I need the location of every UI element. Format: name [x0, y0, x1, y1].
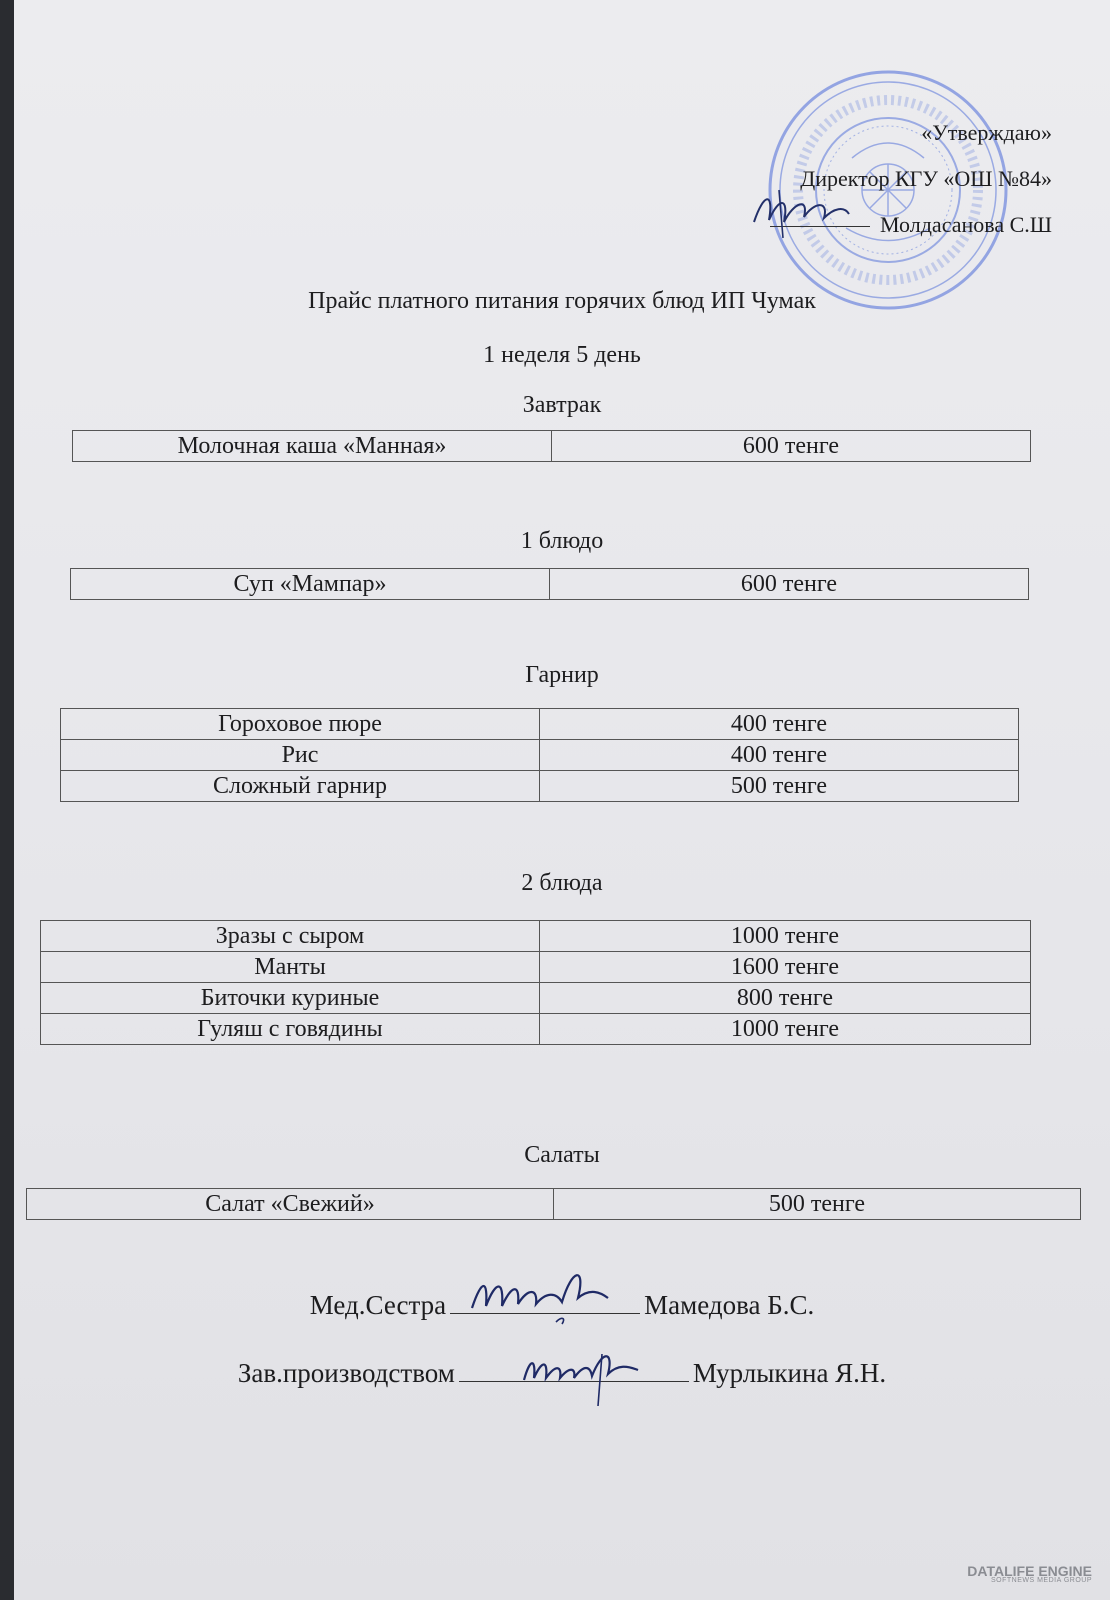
dish-name: Биточки куриные	[41, 983, 540, 1014]
dish-price: 800 тенге	[540, 983, 1031, 1014]
watermark-brand: DATALIFE ENGINE	[967, 1563, 1092, 1579]
dish-price: 1000 тенге	[540, 921, 1031, 952]
table-row	[71, 569, 1029, 600]
document-page	[14, 0, 1110, 1600]
dish-price: 1000 тенге	[540, 1014, 1031, 1045]
approval-signature-line	[770, 226, 870, 227]
section-title-side-dish: Гарнир	[525, 662, 599, 688]
menu-table-first-course	[70, 568, 1029, 600]
section-title-first-course: 1 блюдо	[520, 528, 604, 554]
dish-name: Гороховое пюре	[61, 709, 540, 740]
menu-table-breakfast	[72, 430, 1031, 462]
dish-price: 500 тенге	[540, 771, 1019, 802]
approval-heading: «Утверждаю»	[921, 120, 1052, 145]
table-row	[41, 921, 1031, 952]
dish-price: 600 тенге	[552, 431, 1031, 462]
table-row	[61, 709, 1019, 740]
section-title-second-course: 2 блюда	[521, 870, 603, 896]
nurse-signature-line	[450, 1313, 640, 1314]
dish-name: Сложный гарнир	[61, 771, 540, 802]
dish-name: Зразы с сыром	[41, 921, 540, 952]
table-row	[61, 740, 1019, 771]
table-row	[73, 431, 1031, 462]
section-title-breakfast: Завтрак	[522, 392, 602, 418]
watermark-sub: SOFTNEWS MEDIA GROUP	[990, 1577, 1092, 1584]
dish-price: 400 тенге	[540, 740, 1019, 771]
menu-table-side-dish	[60, 708, 1019, 802]
approval-signatory	[770, 202, 1052, 248]
dish-price: 400 тенге	[540, 709, 1019, 740]
dish-name: Молочная каша «Манная»	[73, 431, 552, 462]
table-row	[61, 771, 1019, 802]
table-row	[27, 1189, 1081, 1220]
dish-price: 600 тенге	[550, 569, 1029, 600]
dish-name: Суп «Мампар»	[71, 569, 550, 600]
dish-price: 1600 тенге	[540, 952, 1031, 983]
manager-role: Зав.производством	[237, 1358, 455, 1388]
menu-table-salads	[26, 1188, 1081, 1220]
manager-name: Мурлыкина Я.Н.	[692, 1358, 887, 1388]
approval-block	[770, 110, 1052, 248]
table-row	[41, 983, 1031, 1014]
approval-director-name: Молдасанова С.Ш	[880, 212, 1052, 237]
document-subtitle: 1 неделя 5 день	[483, 342, 641, 368]
manager-signature-line	[459, 1381, 689, 1382]
dish-name: Манты	[41, 952, 540, 983]
nurse-signature-row	[14, 1290, 1110, 1321]
approval-director: Директор КГУ «ОШ №84»	[800, 166, 1052, 191]
datalife-engine-watermark	[967, 1563, 1092, 1584]
section-title-salads: Салаты	[524, 1142, 600, 1168]
dish-name: Салат «Свежий»	[27, 1189, 554, 1220]
dish-price: 500 тенге	[554, 1189, 1081, 1220]
dish-name: Гуляш с говядины	[41, 1014, 540, 1045]
nurse-role: Мед.Сестра	[309, 1290, 447, 1320]
dish-name: Рис	[61, 740, 540, 771]
table-row	[41, 1014, 1031, 1045]
menu-table-second-course	[40, 920, 1031, 1045]
manager-signature-row	[14, 1358, 1110, 1389]
table-row	[41, 952, 1031, 983]
document-title: Прайс платного питания горячих блюд ИП Чумак	[308, 288, 816, 314]
nurse-name: Мамедова Б.С.	[644, 1290, 815, 1320]
